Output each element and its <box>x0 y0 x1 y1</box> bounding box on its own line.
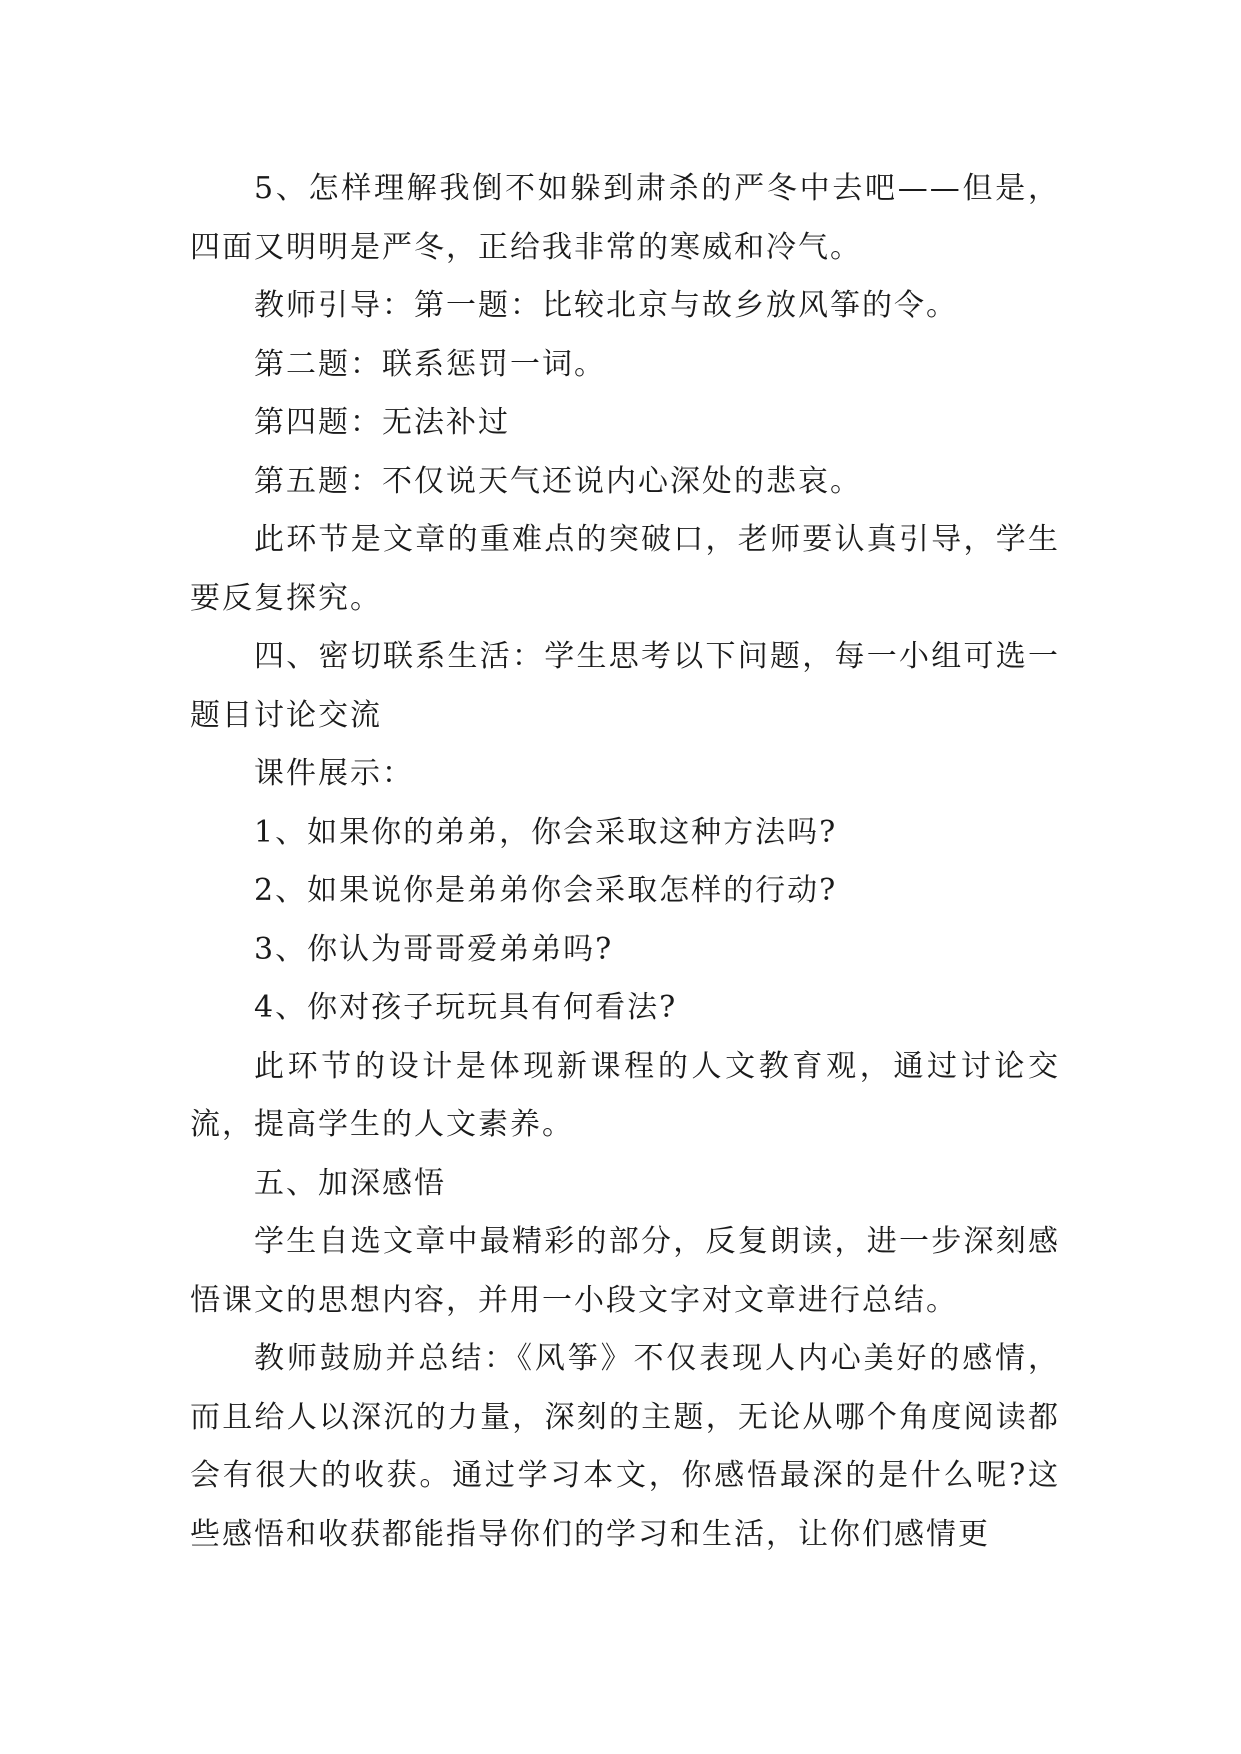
paragraph: 教师鼓励并总结：《风筝》不仅表现人内心美好的感情，而且给人以深沉的力量，深刻的主题，无论从哪个角度阅读都会有很大的收获。通过学习本文，你感悟最深的是什么呢?这些感悟和收获都能指导你们的学习和生活，让你们感情更 <box>190 1341 1060 1552</box>
paragraph: 课件展示： <box>254 756 414 791</box>
paragraph: 此环节的设计是体现新课程的人文教育观，通过讨论交流，提高学生的人文素养。 <box>190 1048 1060 1142</box>
paragraph: 五、加深感悟 <box>254 1165 446 1201</box>
paragraph: 第四题：无法补过 <box>254 405 510 440</box>
paragraph: 第五题：不仅说天气还说内心深处的悲哀。 <box>254 463 862 499</box>
paragraph: 4、你对孩子玩玩具有何看法? <box>254 990 678 1025</box>
paragraph: 第二题：联系惩罚一词。 <box>254 346 606 382</box>
paragraph: 5、怎样理解我倒不如躲到肃杀的严冬中去吧——但是，四面又明明是严冬，正给我非常的寒威和冷气。 <box>190 171 1060 265</box>
paragraph: 四、密切联系生活：学生思考以下问题，每一小组可选一题目讨论交流 <box>190 639 1060 733</box>
paragraph: 教师引导：第一题：比较北京与故乡放风筝的令。 <box>254 288 958 323</box>
paragraph: 2、如果说你是弟弟你会采取怎样的行动? <box>254 873 838 908</box>
paragraph: 3、你认为哥哥爱弟弟吗? <box>254 931 614 967</box>
paragraph: 1、如果你的弟弟，你会采取这种方法吗? <box>254 814 838 850</box>
paragraph: 学生自选文章中最精彩的部分，反复朗读，进一步深刻感悟课文的思想内容，并用一小段文字对文章进行总结。 <box>190 1224 1060 1318</box>
document-body <box>190 160 1060 1564</box>
paragraph: 此环节是文章的重难点的突破口，老师要认真引导，学生要反复探究。 <box>190 522 1060 616</box>
